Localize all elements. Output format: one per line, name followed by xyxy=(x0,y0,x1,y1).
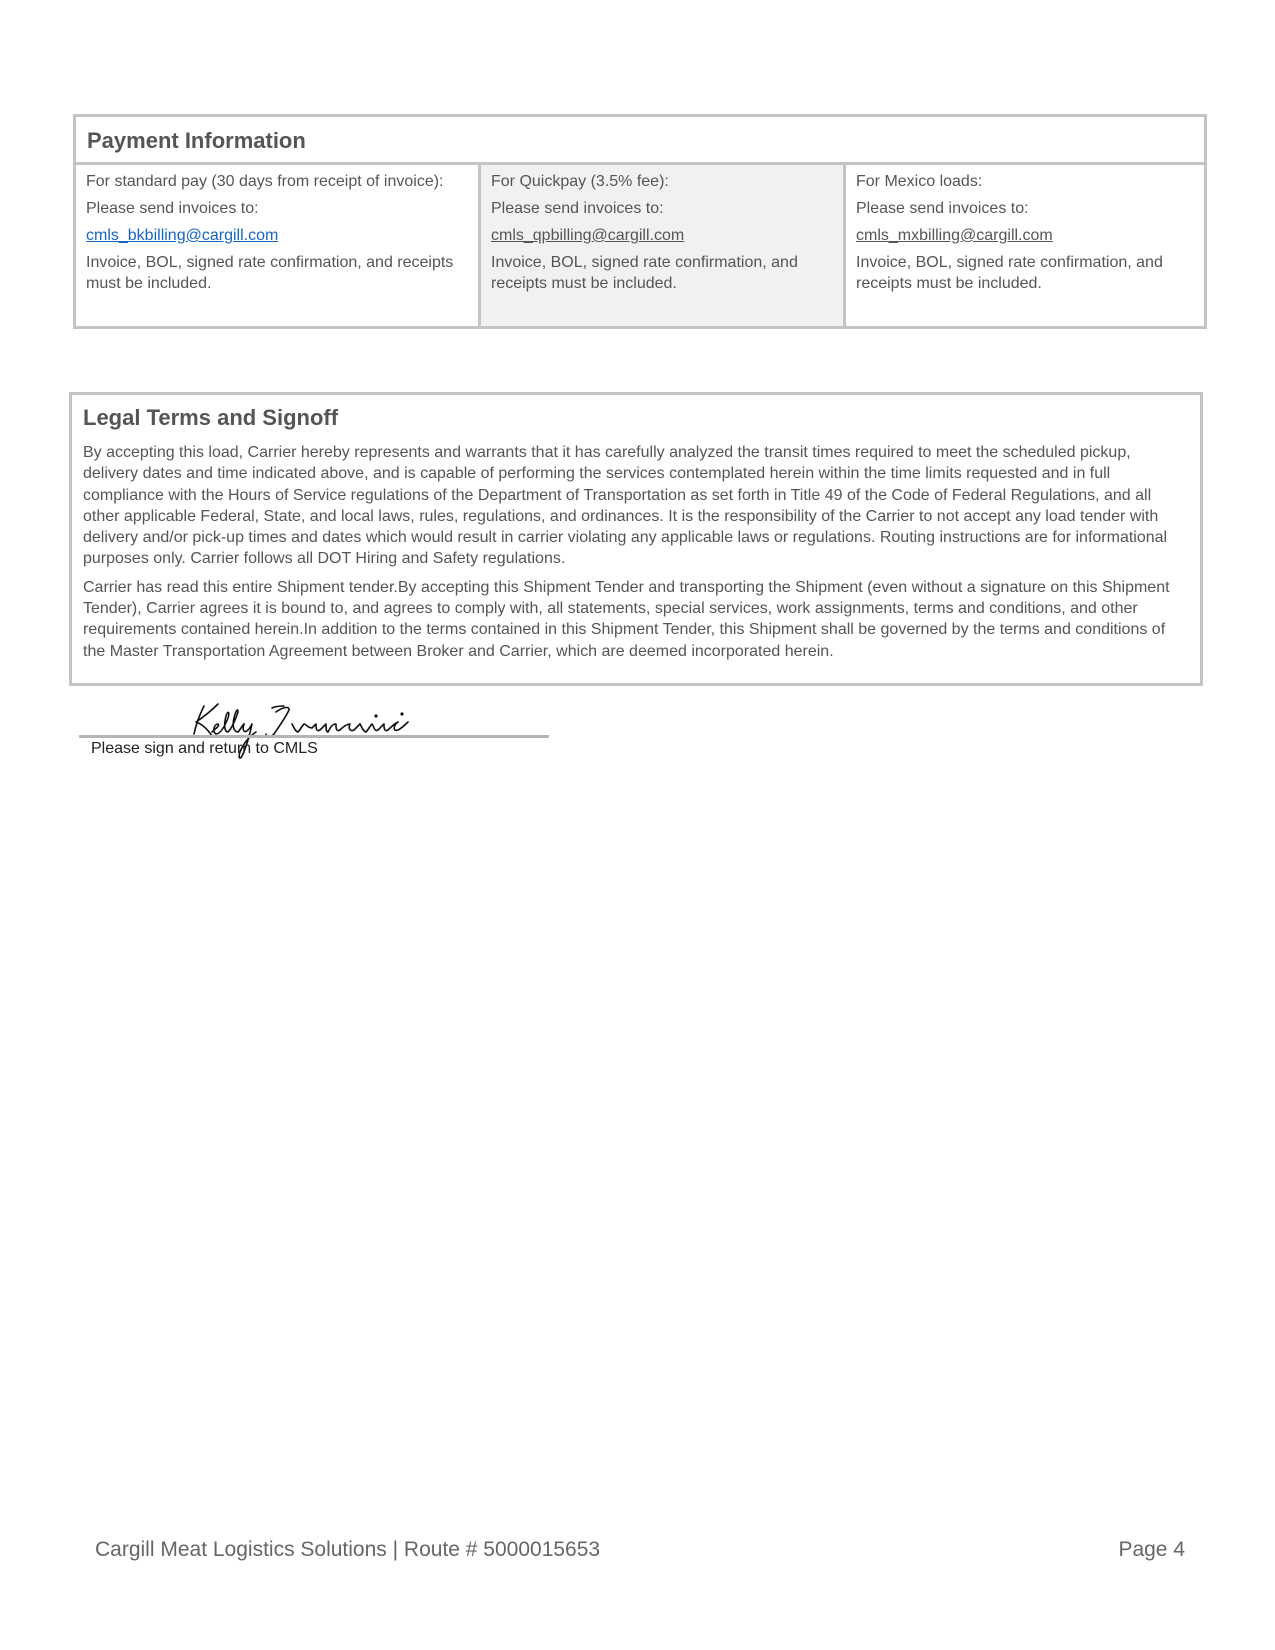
billing-email-link[interactable]: cmls_mxbilling@cargill.com xyxy=(856,227,1053,244)
billing-email-link[interactable]: cmls_qpbilling@cargill.com xyxy=(491,227,685,244)
legal-terms-box xyxy=(69,392,1203,686)
legal-terms-title: Legal Terms and Signoff xyxy=(83,405,339,430)
quickpay-column xyxy=(478,165,843,326)
column-heading: For Mexico loads: xyxy=(856,173,983,190)
legal-paragraph: Carrier has read this entire Shipment tender.By accepting this Shipment Tender and transporting the Shipment (even without a signature on this Shipment Tender), Carrier agrees it is bound to, and agrees to comply with, all statements, special services, work assignments, terms and conditions, and other requirements contained herein.In addition to the terms contained in this Shipment Tender, this Shipment shall be governed by the terms and conditions of the Master Transportation Agreement between Broker and Carrier, which are deemed incorporated herein. xyxy=(83,578,1170,660)
column-heading: For Quickpay (3.5% fee): xyxy=(491,173,669,190)
footer-page-number: Page 4 xyxy=(1118,1538,1185,1561)
invoice-note: Invoice, BOL, signed rate confirmation, and receipts must be included. xyxy=(86,254,454,292)
payment-information-box xyxy=(73,114,1207,329)
send-invoices-label: Please send invoices to: xyxy=(86,200,259,217)
billing-email-link[interactable]: cmls_bkbilling@cargill.com xyxy=(86,227,279,244)
column-heading: For standard pay (30 days from receipt of invoice): xyxy=(86,173,444,190)
payment-columns xyxy=(76,165,1204,326)
mexico-loads-column xyxy=(843,165,1204,326)
signature-instruction: Please sign and return to CMLS xyxy=(91,740,318,757)
send-invoices-label: Please send invoices to: xyxy=(491,200,664,217)
payment-information-title: Payment Information xyxy=(76,117,1204,165)
legal-paragraph: By accepting this load, Carrier hereby represents and warrants that it has carefully analyzed the transit times required to meet the scheduled pickup, delivery dates and time indicated above, and is capable of performing the services contemplated herein within the time limits requested and in full compliance with the Hours of Service regulations of the Department of Transportation as set forth in Title 49 of the Code of Federal Regulations, and all other applicable Federal, State, and local laws, rules, regulations, and ordinances. It is the responsibility of the Carrier to not accept any load tender with delivery and/or pick-up times and dates which would result in carrier violating any applicable laws or regulations. Routing instructions are for informational purposes only. Carrier follows all DOT Hiring and Safety regulations. xyxy=(83,444,1168,568)
invoice-note: Invoice, BOL, signed rate confirmation, and receipts must be included. xyxy=(491,254,798,292)
signature-line xyxy=(79,735,549,738)
send-invoices-label: Please send invoices to: xyxy=(856,200,1029,217)
invoice-note: Invoice, BOL, signed rate confirmation, and receipts must be included. xyxy=(856,254,1163,292)
footer-route-info: Cargill Meat Logistics Solutions | Route # 5000015653 xyxy=(95,1538,601,1561)
standard-pay-column xyxy=(76,165,478,326)
